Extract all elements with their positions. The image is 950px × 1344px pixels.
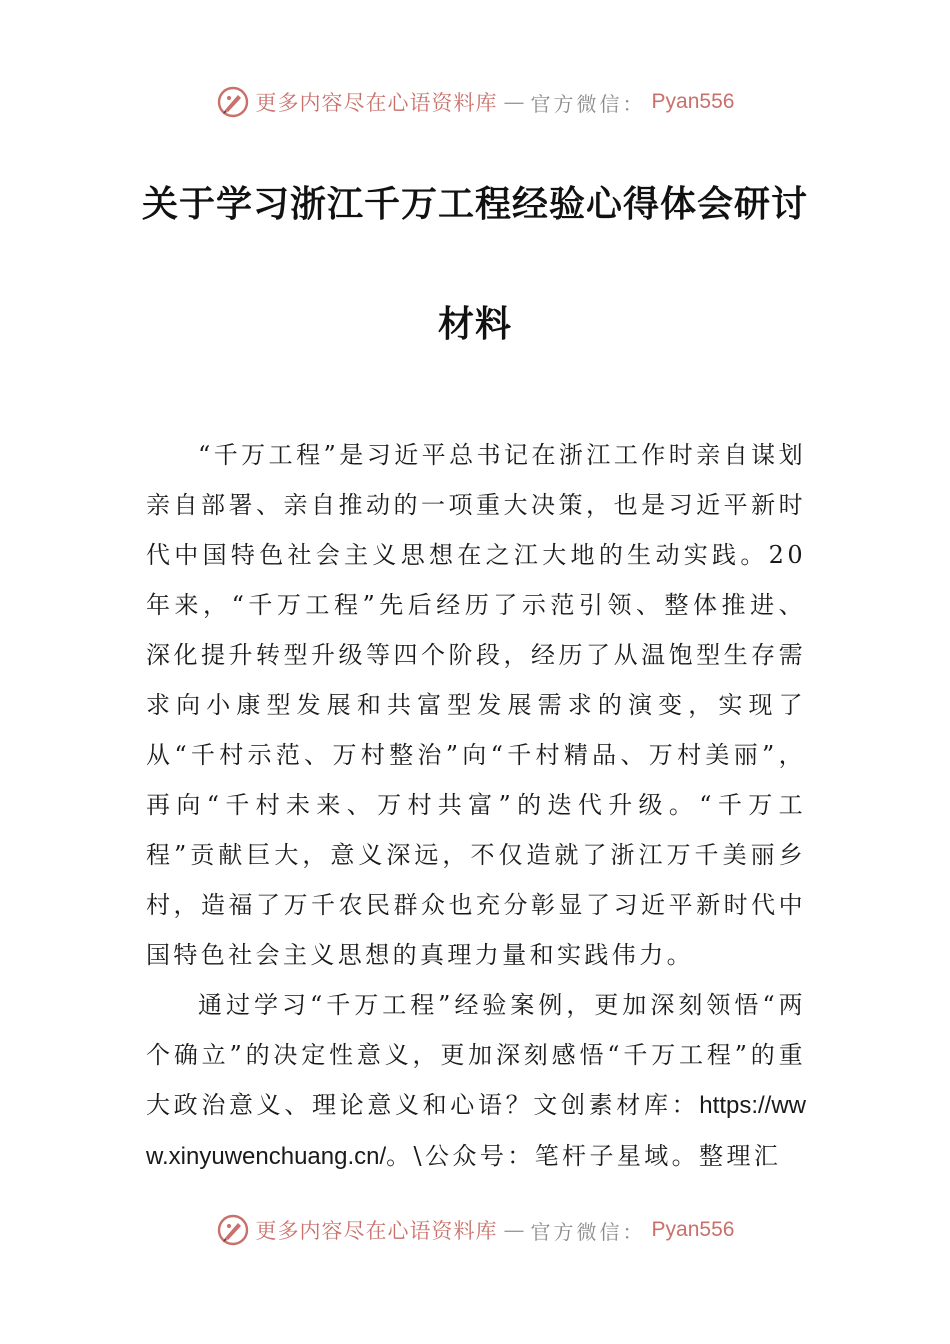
document-title-line-1: 关于学习浙江千万工程经验心得体会研讨: [141, 184, 808, 225]
pen-logo-icon: [216, 1213, 250, 1247]
watermark-wechat-id: Pyan556: [651, 1218, 735, 1241]
watermark-main-text: 更多内容尽在心语资料库: [255, 1219, 498, 1243]
watermark-dash: —: [503, 90, 525, 114]
pen-logo-icon: [216, 85, 250, 119]
document-title-line-2: 材料: [437, 304, 512, 345]
watermark-dash: —: [503, 1218, 525, 1242]
paragraph-2-text: 通过学习“千万工程”经验案例，更加深刻领悟“两个确立”的决定性意义，更加深刻感悟“千万工程”的重大政治意义、理论意义和心语？文创素材库：: [146, 991, 806, 1119]
watermark-wechat-label: 官方微信：: [530, 91, 646, 116]
watermark-wechat-id: Pyan556: [651, 90, 735, 113]
watermark-main-text: 更多内容尽在心语资料库: [255, 91, 498, 115]
header-watermark: [0, 82, 950, 122]
paragraph-2-tail: 。\公众号：笔杆子星域。整理汇: [386, 1142, 782, 1170]
paragraph-1: “千万工程”是习近平总书记在浙江工作时亲自谋划亲自部署、亲自推动的一项重大决策，也是习近平新时代中国特色社会主义思想在之江大地的生动实践。20年来，“千万工程”先后经历了示范引领、整体推进、深化提升转型升级等四个阶段，经历了从温饱型生存需求向小康型发展和共富型发展需求的演变，实现了从“千村示范、万村整治”向“千村精品、万村美丽”，再向“千村未来、万村共富”的迭代升级。“千万工程”贡献巨大，意义深远，不仅造就了浙江万千美丽乡村，造福了万千农民群众也充分彰显了习近平新时代中国特色社会主义思想的真理力量和实践伟力。: [146, 441, 806, 969]
paragraph-2: [146, 980, 806, 1182]
watermark-wechat-label: 官方微信：: [530, 1219, 646, 1244]
paragraph-2-url: https://www.xinyuwenchuang.cn/: [146, 1092, 806, 1170]
document-body: [146, 430, 806, 1182]
footer-watermark: [0, 1210, 950, 1250]
